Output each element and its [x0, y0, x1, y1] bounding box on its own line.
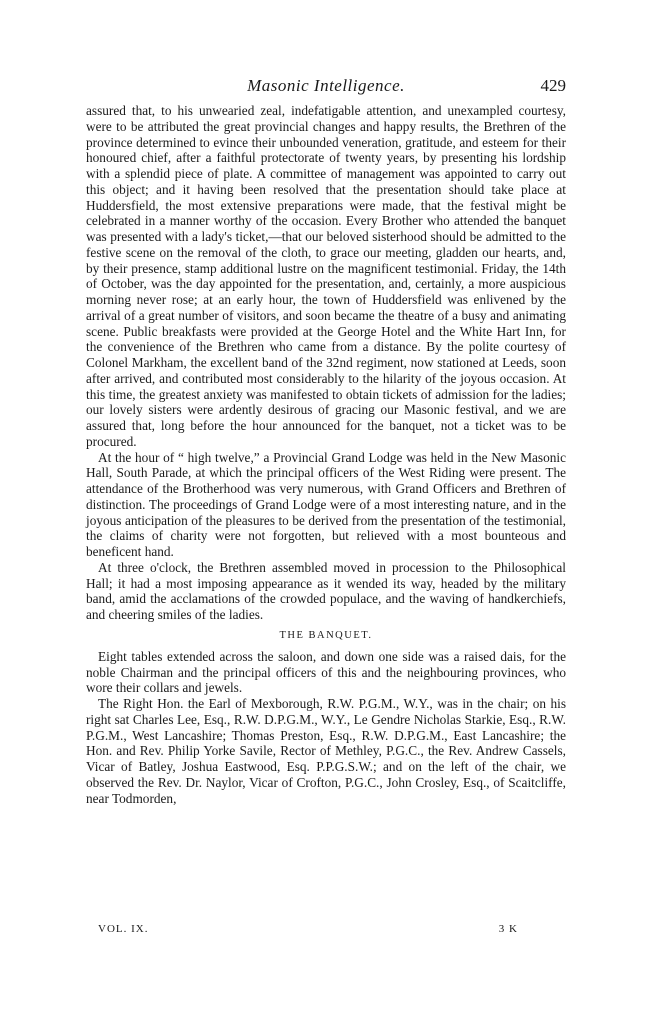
page-number: 429	[540, 76, 566, 95]
paragraph-1: assured that, to his unwearied zeal, indefatigable attention, and unexampled courtesy, were to be attributed the great provincial changes and happy results, the Brethren of the province determined to evince their unbounded veneration, gratitude, and esteem for their honoured chief, after a faithful protectorate of twenty years, by presenting his lordship with a splendid piece of plate. A committee of management was appointed to carry out this object; and it having been resolved that the presentation should take place at Huddersfield, the most extensive preparations were made, that the festival might be celebrated in a manner worthy of the occasion. Every Brother who attended the banquet was presented with a lady's ticket,—that our beloved sisterhood should be admitted to the festive scene on the removal of the cloth, to grace our meeting, gladden our hearts, and, by their presence, stamp additional lustre on the magnificent testimonial. Friday, the 14th of October, was the day appointed for the presentation, and, certainly, a more auspicious morning never rose; at an early hour, the town of Huddersfield was enlivened by the arrival of a great number of visitors, and soon became the theatre of a busy and animating scene. Public breakfasts were provided at the George Hotel and the White Hart Inn, for the convenience of the Brethren who came from a distance. By the polite courtesy of Colonel Markham, the excellent band of the 32nd regiment, now stationed at Leeds, soon after arrived, and contributed most considerably to the hilarity of the joyous occasion. At this time, the greatest anxiety was manifested to obtain tickets of admission for the ladies; our lovely sisters were ardently desirous of gracing our Masonic festival, and we are assured that, long before the hour announced for the banquet, not a ticket was to be procured.	[86, 103, 566, 449]
running-head	[86, 76, 566, 98]
running-title: Masonic Intelligence.	[247, 76, 405, 95]
volume-label: VOL. IX.	[98, 923, 149, 935]
page-footer	[98, 923, 518, 939]
paragraph-3: At three o'clock, the Brethren assembled moved in procession to the Philosophical Hall; it had a most imposing appearance as it wended its way, headed by the military band, amid the acclamations of the crowded populace, and the waving of handkerchiefs, and cheering smiles of the ladies.	[86, 559, 566, 622]
paragraph-5: The Right Hon. the Earl of Mexborough, R.W. P.G.M., W.Y., was in the chair; on his right sat Charles Lee, Esq., R.W. D.P.G.M., W.Y., Le Gendre Nicholas Starkie, Esq., R.W. P.G.M., West Lancashire; Thomas Preston, Esq., R.W. D.P.G.M., East Lancashire; the Hon. and Rev. Philip Yorke Savile, Rector of Methley, P.G.C., the Rev. Andrew Cassels, Vicar of Batley, Joshua Eastwood, Esq. P.P.G.S.W.; and on the left of the chair, we observed the Rev. Dr. Naylor, Vicar of Crofton, P.G.C., John Crosley, Esq., of Scaitcliffe, near Todmorden,	[86, 696, 566, 806]
paragraph-4: Eight tables extended across the saloon, and down one side was a raised dais, for the noble Chairman and the principal officers of this and the neighbouring provinces, who wore their collars and jewels.	[86, 648, 566, 696]
signature-mark: 3 K	[498, 923, 518, 935]
paragraph-2: At the hour of “ high twelve,” a Provincial Grand Lodge was held in the New Masonic Hall, South Parade, at which the principal officers of the West Riding were present. The attendance of the Brotherhood was very numerous, with Grand Officers and Brethren of distinction. The proceedings of Grand Lodge were of a most interesting nature, and in the joyous anticipation of the pleasures to be derived from the presentation of the testimonial, the claims of charity were not forgotten, but relieved with a most bounteous and beneficent hand.	[86, 449, 566, 559]
body-text	[86, 103, 566, 806]
section-heading-banquet: THE BANQUET.	[279, 629, 373, 641]
